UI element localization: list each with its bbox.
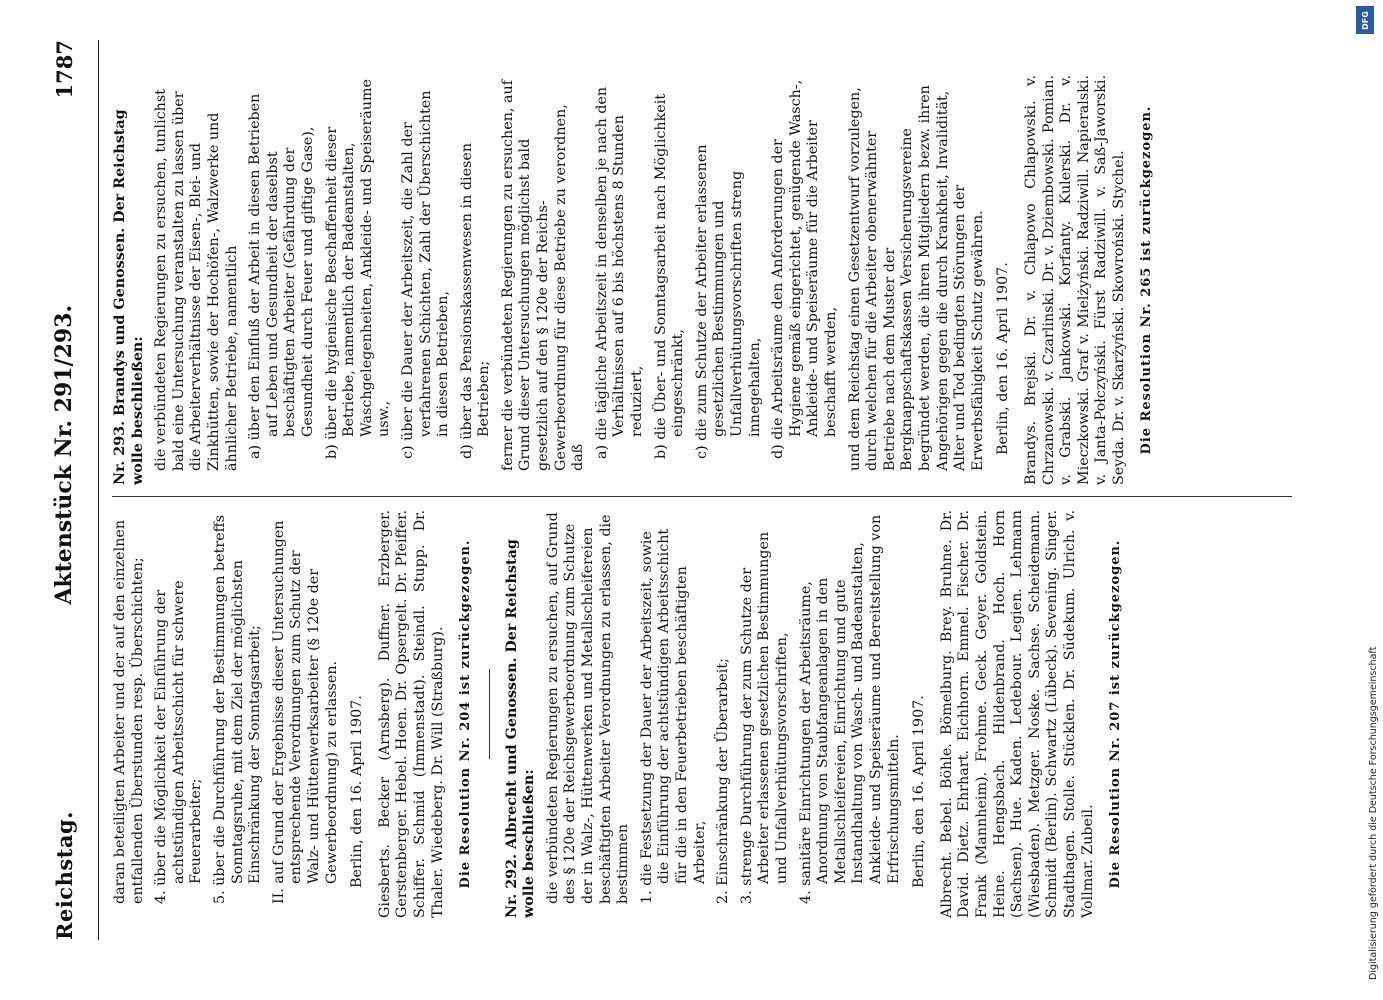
clause-c: c) über die Dauer der Arbeitszeit, die Zahl der verfahrenen Schichten, Zahl der Überschichten in diesen Betrieben, xyxy=(399,90,452,459)
resolution-note: Die Resolution Nr. 265 ist zurückgezogen. xyxy=(1139,105,1155,455)
signatories: Giesberts. Becker (Arnsberg). Duffner. Erzberger. Gerstenberger. Hebel. Hoen. Dr. Opsergelt. Dr. Pfeiffer. Schiffer. Schmid (Immenstadt). Steindl. Stupp. Dr. Thaler. Wiedeberg. Dr. Will (Straßburg). xyxy=(376,510,446,918)
point-3: 3. strenge Durchführung der zum Schutze der Arbeiter erlassenen gesetzlichen Bestimmungen und Unfallverhütungsvorschriften, xyxy=(738,531,790,904)
resolution-note: Die Resolution Nr. 207 ist zurückgezogen. xyxy=(1108,539,1124,889)
item-5: 5. über die Durchführung der Bestimmungen betreffs Sonntagsruhe, mit dem Ziel der möglichsten Einschränkung der Sonntagsarbeit; xyxy=(211,514,264,904)
item-4: 4. über die Möglichkeit der Einführung der achtstündigen Arbeitsschicht für schwere Feuerarbeiter; xyxy=(153,580,205,904)
clause-rb: b) die Über- und Sonntagsarbeit nach Möglichkeit eingeschränkt, xyxy=(652,93,687,459)
bill-request: und dem Reichstag einen Gesetzentwurf vorzulegen, durch welchen für die Arbeiter obenerwähnter Betriebe nach dem Muster der Bergknappschaftskassen Versicherungsvereine begründet werden, die ihren Mitgliedern bezw. ihren Angehörigen gegen die durch Krankheit, Invalidität, Alter und Tod bedingten Störungen der Erwerbsfähigkeit Schutz gewähren. xyxy=(846,85,986,471)
motion-293-body: die verbündeten Regierungen zu ersuchen, tunlichst bald eine Untersuchung veranstalten zu lassen über die Arbeiterverhältnisse der Eisen-, Blei- und Zinkhütten, sowie der Hochöfen-, Walzwerke und ähnlicher Betriebe, namentlich xyxy=(153,89,240,471)
signatories: Brandys. Brejski. Dr. v. Chlapowo Chlapowski. v. Chrzanowski. v. Czarlinski. Dr. v. Dziembowski. Pomian. v. Grabski. Jankowski. Korfanty. Kulerski. Dr. v. Mieczkowski. Graf v. Mielżyński. Radziwill. Napieralski. v. Janta-Połczyński. Fürst Radziwill. v. Saß-Jaworski. Seyda. Dr. v. Skarżyński. Skowroński. Stychel. xyxy=(1022,75,1127,485)
clause-rc: c) die zum Schutze der Arbeiter erlassenen gesetzlichen Bestimmungen und Unfallverhütungsvorschriften streng innegehalten, xyxy=(693,144,763,459)
point-1: 1. die Festsetzung der Dauer der Arbeitszeit, sowie die Einführung der achtstündigen Arbeitsschicht für die in den Feuerbetrieben beschäftigten Arbeiter, xyxy=(638,528,708,904)
clause-d: d) über das Pensionskassenwesen in diesen Betrieben; xyxy=(458,142,493,459)
header-divider xyxy=(98,40,99,940)
date-line: Berlin, den 16. April 1907. xyxy=(911,695,928,888)
digitization-note-text: Digitalisierung gefördert durch die Deutsche Forschungsgemeinschaft xyxy=(1368,646,1379,980)
motion-293-heading: Nr. 293. Brandys und Genossen. Der Reichstag wolle beschließen: xyxy=(112,109,146,485)
clause-a: a) über den Einfluß der Arbeit in diesen Betrieben auf Leben und Gesundheit der daselbst beschäftigten Arbeiter (Gefährdung der Gesundheit durch Feuer und giftige Gase), xyxy=(247,93,316,459)
item-II: II. auf Grund der Ergebnisse dieser Untersuchungen entsprechende Verordnungen zum Schutz der Walz- und Hüttenwerksarbeiter (§ 120e der Gewerbeordnung) zu erlassen. xyxy=(270,520,340,904)
point-4: 4. sanitäre Einrichtungen der Arbeitsräume, Anordnung von Staubfangeanlagen in den Metallschleifereien, Einrichtung und gute Instandhaltung von Wasch- und Badeanstalten, Ankleide- und Speiseräume und Bereitstellung von Erfrischungsmitteln. xyxy=(797,514,902,904)
point-2: 2. Einschränkung der Überarbeit; xyxy=(715,658,732,904)
left-column xyxy=(112,510,1139,918)
resolution-note: Die Resolution Nr. 204 ist zurückgezogen. xyxy=(458,539,474,889)
column-divider xyxy=(112,496,1292,497)
right-column xyxy=(112,75,1170,485)
dfg-logo: DFG xyxy=(1356,6,1374,34)
clause-ra: a) die tägliche Arbeitszeit in denselben je nach den Verhältnissen auf 6 bis höchstens 8 Stunden reduziert, xyxy=(593,86,646,459)
motion-292-heading: Nr. 292. Albrecht und Genossen. Der Reichstag wolle beschließen: xyxy=(503,539,538,918)
motion-292-body: die verbündeten Regierungen zu ersuchen, auf Grund des § 120e der Reichsgewerbeordnung zum Schutze der in Walz-, Hüttenwerken und Metallschleifereien beschäftigten Arbeiter Verordnungen zu erlassen, die bestimmen xyxy=(544,512,632,904)
signatories: Albrecht. Bebel. Böhle. Bömelburg. Brey. Bruhne. Dr. David. Dietz. Ehrhart. Eichhorn. Emmel. Fischer. Dr. Frank (Mannheim). Frohme. Geck. Geyer. Goldstein. Heine. Hengsbach. Hildenbrand. Hoch. Horn (Sachsen). Hue. Kaden. Ledebour. Legien. Lehmann (Wiesbaden). Metzger. Noske. Sachse. Scheidemann. Schmidt (Berlin). Schwartz (Lübeck). Sevening. Singer. Stadthagen. Stolle. Stücklen. Dr. Südekum. Ulrich. v. Vollmar. Zubeil. xyxy=(938,510,1096,918)
clause-b: b) über die hygienische Beschaffenheit dieser Betriebe, namentlich der Badeanstalten, Waschgelegenheiten, Ankleide- und Speiseräume usw., xyxy=(323,78,393,459)
header-left: Reichstag. xyxy=(51,811,77,940)
section-divider xyxy=(489,669,490,759)
further-request: ferner die verbündeten Regierungen zu ersuchen, auf Grund dieser Untersuchungen möglichst bald gesetzlich auf den § 120e der Reichs-Gewerbeordnung für diese Betriebe zu verordnen, daß xyxy=(499,79,587,471)
page-header xyxy=(34,40,94,940)
date-line: Berlin, den 16. April 1907. xyxy=(349,695,366,888)
digitization-note xyxy=(1352,4,1379,996)
continuation-text: daran beteiligten Arbeiter und der auf den einzelnen entfallenden Überstunden resp. Überschichten; xyxy=(112,519,146,904)
page-number: 1787 xyxy=(51,40,77,99)
header-title: Aktenstück Nr. 291/293. xyxy=(51,304,77,605)
date-line: Berlin, den 16. April 1907. xyxy=(995,262,1012,455)
clause-rd: d) die Arbeitsräume den Anforderungen der Hygiene gemäß eingerichtet, genügende Wasch-, Ankleide- und Speiseräume für die Arbeiter beschafft werden, xyxy=(770,79,839,459)
